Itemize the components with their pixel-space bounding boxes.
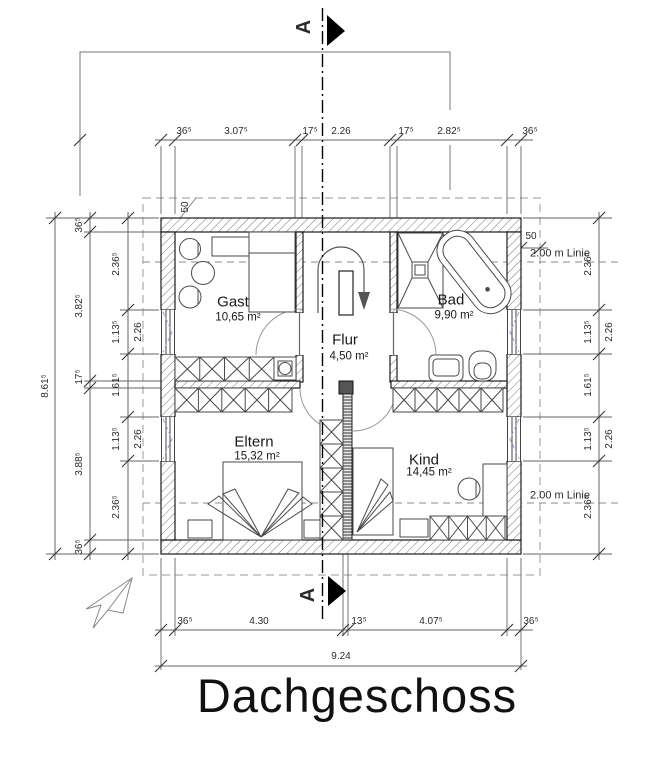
section-marker-bottom: A <box>297 587 319 603</box>
dimension-label: 2.36⁵ <box>583 252 594 276</box>
eltern-bed <box>208 462 312 540</box>
bad-shower <box>398 233 443 308</box>
dimension-label: 2.36⁵ <box>583 495 594 519</box>
dimension-label: 36⁵ <box>74 539 85 555</box>
room-area-gast: 10,65 m² <box>215 311 261 324</box>
room-area-flur: 4,50 m² <box>329 350 369 363</box>
window-bad <box>506 310 522 354</box>
dimension-label: 1.61⁵ <box>583 373 594 397</box>
room-label-kind: Kind <box>408 451 440 469</box>
eaves-dim-right: 50 <box>525 231 537 242</box>
dimension-label: 4.07⁵ <box>419 616 443 627</box>
dimension-label: 17⁵ <box>398 126 414 137</box>
room-label-gast: Gast <box>217 293 249 311</box>
room-area-bad: 9,90 m² <box>434 309 474 322</box>
window-eltern <box>160 417 176 461</box>
dimension-label: 17⁵ <box>74 369 85 385</box>
reference-bracket <box>80 52 450 196</box>
dimension-label: 3.82⁵ <box>74 294 85 318</box>
dimension-label: 2.26 <box>331 126 351 137</box>
window-kind <box>506 417 522 461</box>
eltern-nightstand-left <box>188 520 212 538</box>
gast-washbasin-bowl <box>279 363 291 375</box>
window-gast <box>160 310 176 354</box>
dimension-label: 1.13⁵ <box>111 320 122 344</box>
room-label-flur: Flur <box>332 331 358 349</box>
kind-bed <box>353 448 393 535</box>
dimension-label: 2.26 <box>133 429 144 449</box>
room-label-eltern: Eltern <box>234 433 274 451</box>
dimension-label: 36⁵ <box>523 616 539 627</box>
dimension-label: 2.26 <box>133 322 144 342</box>
room-area-eltern: 15,32 m² <box>234 450 280 463</box>
dimension-label: 36⁵ <box>176 126 192 137</box>
bad-toilet <box>469 351 496 381</box>
dimension-label: 36⁵ <box>177 616 193 627</box>
dimension-label: 2.36⁵ <box>111 252 122 276</box>
room-label-bad: Bad <box>437 291 465 309</box>
gast-sitting-area <box>179 239 215 309</box>
north-arrow-icon <box>86 578 132 628</box>
dimension-label: 3.88⁵ <box>74 452 85 476</box>
dimension-label: 36⁵ <box>522 126 538 137</box>
dimension-label: 9.24 <box>331 651 351 662</box>
kind-desk-chair <box>458 478 480 500</box>
bad-sink <box>429 355 463 381</box>
dimension-label: 8.61⁵ <box>40 374 51 398</box>
two-meter-line-label-top: 2.00 m Linie <box>530 247 590 260</box>
kind-nightstand <box>400 519 428 537</box>
section-marker-top: A <box>293 19 315 35</box>
room-area-kind: 14,45 m² <box>406 466 452 479</box>
dimension-label: 36⁵ <box>74 217 85 233</box>
dimension-label: 3.07⁵ <box>224 126 248 137</box>
plan-title: Dachgeschoss <box>196 669 518 722</box>
dimension-label: 13⁵ <box>351 616 367 627</box>
dimension-label: 1.13⁵ <box>583 320 594 344</box>
dimension-label: 2.36⁵ <box>111 495 122 519</box>
dimension-label: 1.13⁵ <box>111 427 122 451</box>
dimension-label: 2.82⁵ <box>437 126 461 137</box>
dimension-label: 2.26 <box>604 429 615 449</box>
dimension-label: 1.61⁵ <box>111 373 122 397</box>
stair-arrowhead-icon <box>358 292 370 310</box>
dimension-label: 2.26 <box>604 322 615 342</box>
section-arrow-top-icon <box>327 15 345 46</box>
dimension-label: 4.30 <box>249 616 269 627</box>
dimension-label: 17⁵ <box>302 126 318 137</box>
eaves-dim-left: 50 <box>180 201 191 213</box>
kind-desk <box>483 464 507 516</box>
dimension-label: 1.13⁵ <box>583 427 594 451</box>
two-meter-line-label-bottom: 2.00 m Linie <box>530 489 590 502</box>
